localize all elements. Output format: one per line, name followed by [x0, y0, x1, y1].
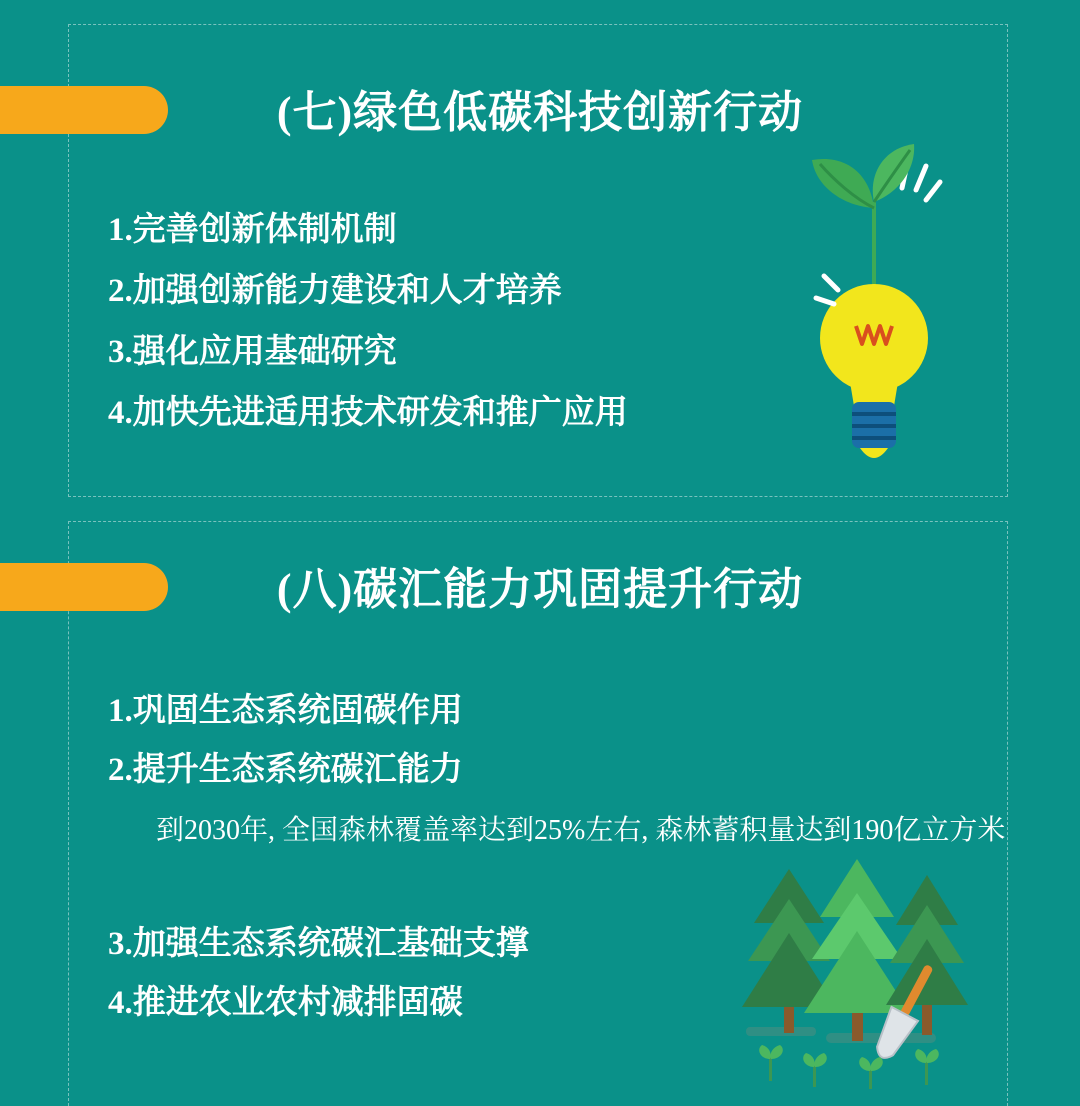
lightbulb-sprout-icon: [790, 130, 960, 480]
list-item: 1.巩固生态系统固碳作用: [108, 693, 463, 729]
section-eight-item-list: [108, 682, 463, 800]
section-seven-title: (七)绿色低碳科技创新行动: [276, 88, 804, 137]
list-item: 4.加快先进适用技术研发和推广应用: [108, 395, 628, 431]
list-item: 2.加强创新能力建设和人才培养: [108, 273, 562, 309]
list-item: 2.提升生态系统碳汇能力: [108, 752, 463, 788]
list-item: 1.完善创新体制机制: [108, 212, 397, 248]
section-eight-item-list-continued: [108, 915, 529, 1033]
forest-trees-shovel-icon: [740, 855, 970, 1090]
list-item: 4.推进农业农村减排固碳: [108, 985, 463, 1021]
list-item: 3.强化应用基础研究: [108, 334, 397, 370]
section-eight-title: (八)碳汇能力巩固提升行动: [276, 565, 804, 614]
list-item: 3.加强生态系统碳汇基础支撑: [108, 926, 529, 962]
section-seven-item-list: [108, 200, 628, 444]
carbon-sink-note: 到2030年, 全国森林覆盖率达到25%左右, 森林蓄积量达到190亿立方米: [156, 815, 1006, 846]
